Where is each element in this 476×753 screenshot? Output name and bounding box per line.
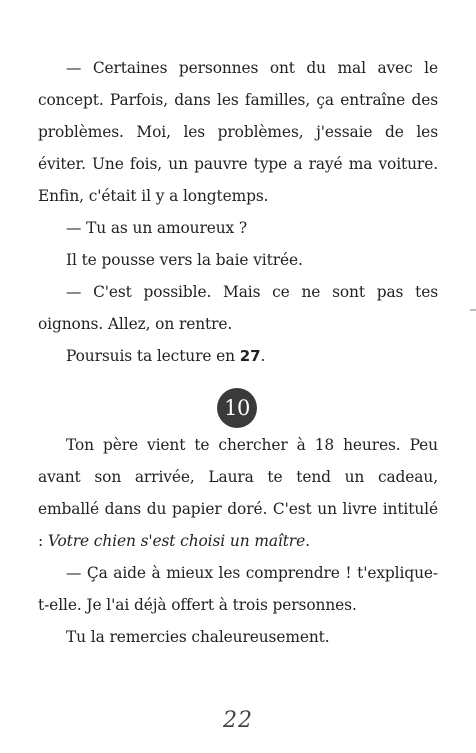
section-10-text bbox=[38, 429, 438, 653]
chapter-number-badge: 10 bbox=[217, 388, 257, 428]
book-title: Votre chien s'est choisi un maître. bbox=[47, 532, 310, 550]
paragraph: — C'est possible. Mais ce ne sont pas tes oignons. Allez, on rentre. bbox=[38, 283, 438, 333]
paragraph: — Ça aide à mieux les comprendre ! t'explique-t-elle. Je l'ai déjà offert à trois personnes. bbox=[38, 564, 438, 614]
paragraph: Il te pousse vers la baie vitrée. bbox=[66, 251, 303, 269]
punctuation: . bbox=[260, 347, 266, 365]
paragraph: Tu la remercies chaleureusement. bbox=[66, 628, 330, 646]
paragraph-text: Ton père vient te chercher à 18 heures. Peu avant son arrivée, Laura te tend un cadeau, emballé dans du papier doré. C'est un livre intitulé : bbox=[38, 436, 438, 550]
paragraph bbox=[38, 429, 438, 557]
continue-reading-line bbox=[38, 340, 438, 372]
page-number: 22 bbox=[223, 708, 253, 733]
continue-reading-text: Poursuis ta lecture en bbox=[66, 347, 240, 365]
paragraph: — Tu as un amoureux ? bbox=[66, 219, 248, 237]
paragraph: — Certaines personnes ont du mal avec le concept. Parfois, dans les familles, ça entraîne des problèmes. Moi, les problèmes, j'essaie de les éviter. Une fois, un pauvre type a rayé ma voiture. Enfin, c'était il y a longtemps. bbox=[38, 59, 438, 205]
section-previous-text bbox=[38, 52, 438, 372]
section-reference-link[interactable]: 27 bbox=[239, 347, 261, 365]
page-edge-mark bbox=[470, 309, 476, 311]
